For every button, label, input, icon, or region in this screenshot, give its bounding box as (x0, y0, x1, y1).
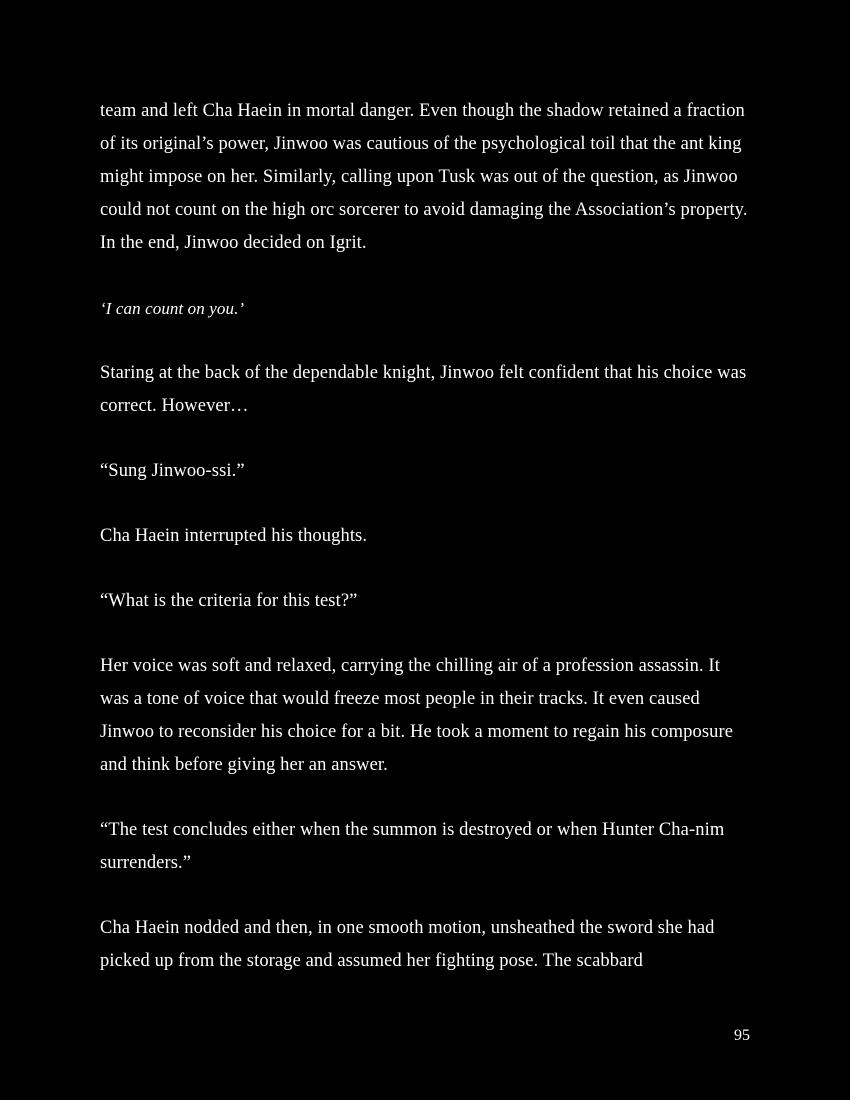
paragraph-thought: ‘I can count on you.’ (100, 299, 245, 318)
paragraph-dialogue-1: “Sung Jinwoo-ssi.” (100, 461, 245, 481)
paragraph-dialogue-2: “What is the criteria for this test?” (100, 591, 358, 611)
page-number: 95 (734, 1027, 750, 1044)
page-body (100, 95, 752, 1010)
paragraph-3: Staring at the back of the dependable knight, Jinwoo felt confident that his choice was correct. However… (100, 363, 747, 416)
paragraph-1: team and left Cha Haein in mortal danger. Even though the shadow retained a fraction of its original’s power, Jinwoo was cautious of the psychological toil that the ant king might impose on her. Similarly, calling upon Tusk was out of the question, as Jinwoo could not count on the high orc sorcerer to avoid damaging the Association’s property. In the end, Jinwoo decided on Igrit. (100, 101, 748, 253)
paragraph-5: Cha Haein interrupted his thoughts. (100, 526, 368, 546)
paragraph-9: Cha Haein nodded and then, in one smooth motion, unsheathed the sword she had picked up from the storage and assumed her fighting pose. The scabbard (100, 918, 715, 971)
paragraph-dialogue-3: “The test concludes either when the summon is destroyed or when Hunter Cha-nim surrenders.” (100, 820, 725, 873)
paragraph-7: Her voice was soft and relaxed, carrying the chilling air of a profession assassin. It was a tone of voice that would freeze most people in their tracks. It even caused Jinwoo to reconsider his choice for a bit. He took a moment to regain his composure and think before giving her an answer. (100, 656, 734, 775)
